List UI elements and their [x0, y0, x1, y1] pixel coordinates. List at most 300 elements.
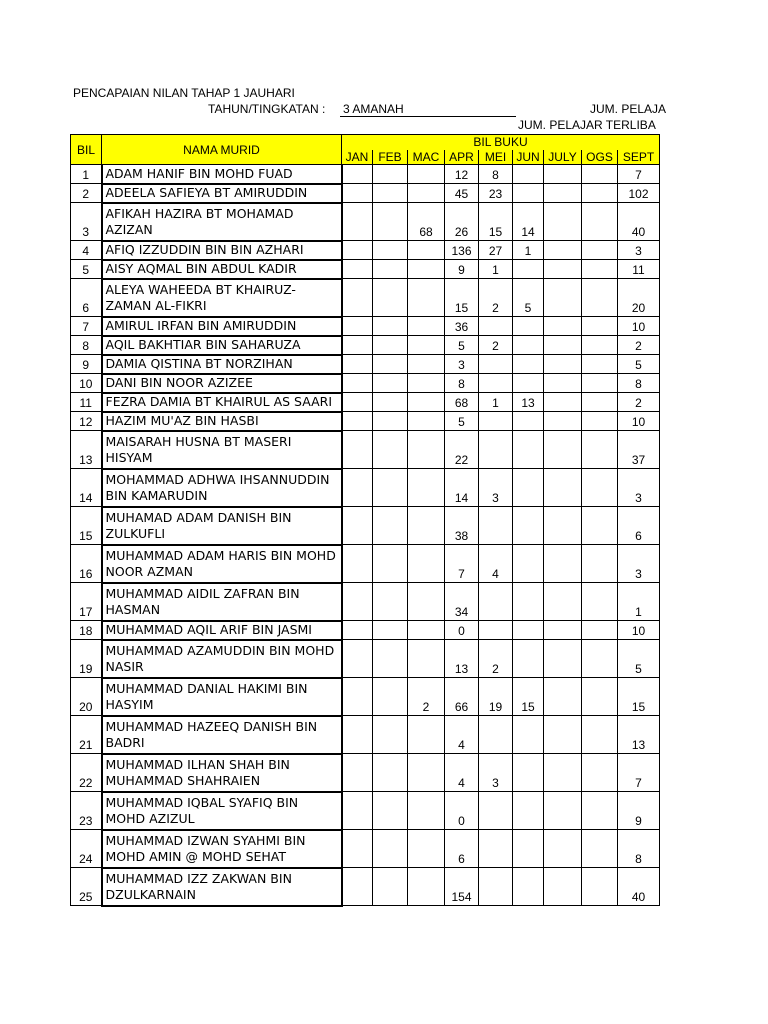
cell-mei: [479, 355, 513, 374]
header-month-july: JULY: [544, 150, 582, 165]
cell-jun: [513, 754, 544, 792]
jum-pelajar-label: JUM. PELAJA: [590, 102, 667, 116]
cell-jun: [513, 412, 544, 431]
cell-jan: [342, 507, 373, 545]
cell-mac: [408, 317, 445, 336]
cell-feb: [373, 165, 408, 184]
header-bil-buku: BIL BUKU: [342, 135, 660, 150]
cell-ogs: [582, 716, 618, 754]
cell-jan: [342, 621, 373, 640]
cell-apr: 9: [445, 260, 479, 279]
cell-july: [544, 868, 582, 906]
header-month-mei: MEI: [479, 150, 513, 165]
cell-jan: [342, 716, 373, 754]
cell-mac: [408, 868, 445, 906]
cell-mac: [408, 621, 445, 640]
cell-july: [544, 317, 582, 336]
cell-jan: [342, 241, 373, 260]
cell-mei: 27: [479, 241, 513, 260]
cell-bil: 12: [71, 412, 102, 431]
cell-apr: 68: [445, 393, 479, 412]
header-month-feb: FEB: [373, 150, 408, 165]
cell-july: [544, 431, 582, 469]
cell-nama-murid: AQIL BAKHTIAR BIN SAHARUZA: [102, 336, 342, 355]
cell-nama-murid: MUHAMMAD AQIL ARIF BIN JASMI: [102, 621, 342, 640]
cell-mac: [408, 393, 445, 412]
header-month-jan: JAN: [342, 150, 373, 165]
cell-nama-murid: MUHAMMAD AZAMUDDIN BIN MOHD NASIR: [102, 640, 342, 678]
cell-apr: 12: [445, 165, 479, 184]
cell-ogs: [582, 412, 618, 431]
cell-mei: [479, 830, 513, 868]
cell-mac: [408, 792, 445, 830]
header-month-mac: MAC: [408, 150, 445, 165]
cell-nama-murid: MUHAMMAD IZZ ZAKWAN BIN DZULKARNAIN: [102, 868, 342, 906]
cell-nama-murid: MUHAMMAD ADAM HARIS BIN MOHD NOOR AZMAN: [102, 545, 342, 583]
cell-nama-murid: MUHAMMAD HAZEEQ DANISH BIN BADRI: [102, 716, 342, 754]
cell-july: [544, 393, 582, 412]
cell-apr: 3: [445, 355, 479, 374]
header-month-ogs: OGS: [582, 150, 618, 165]
cell-feb: [373, 393, 408, 412]
cell-jan: [342, 336, 373, 355]
cell-sept: 102: [618, 184, 660, 203]
cell-ogs: [582, 545, 618, 583]
cell-jan: [342, 203, 373, 241]
cell-july: [544, 469, 582, 507]
cell-feb: [373, 754, 408, 792]
cell-feb: [373, 716, 408, 754]
cell-july: [544, 830, 582, 868]
cell-sept: 8: [618, 374, 660, 393]
cell-mei: [479, 507, 513, 545]
cell-apr: 8: [445, 374, 479, 393]
cell-sept: 13: [618, 716, 660, 754]
table-row: [71, 184, 660, 203]
table-row: [71, 431, 660, 469]
cell-apr: 4: [445, 754, 479, 792]
cell-mei: 3: [479, 754, 513, 792]
cell-apr: 38: [445, 507, 479, 545]
cell-bil: 8: [71, 336, 102, 355]
cell-mei: [479, 716, 513, 754]
cell-mac: 2: [408, 678, 445, 716]
cell-jun: [513, 792, 544, 830]
cell-jun: [513, 621, 544, 640]
cell-july: [544, 260, 582, 279]
table-row: [71, 336, 660, 355]
table-row: [71, 507, 660, 545]
cell-bil: 5: [71, 260, 102, 279]
cell-ogs: [582, 469, 618, 507]
cell-mei: [479, 317, 513, 336]
cell-apr: 154: [445, 868, 479, 906]
table-row: [71, 317, 660, 336]
table-row: [71, 393, 660, 412]
cell-bil: 18: [71, 621, 102, 640]
cell-jun: [513, 583, 544, 621]
table-row: [71, 279, 660, 317]
cell-sept: 15: [618, 678, 660, 716]
cell-mei: [479, 583, 513, 621]
cell-jun: [513, 431, 544, 469]
cell-mac: [408, 279, 445, 317]
header-nama-murid: NAMA MURID: [102, 135, 342, 165]
cell-feb: [373, 355, 408, 374]
cell-sept: 20: [618, 279, 660, 317]
cell-apr: 66: [445, 678, 479, 716]
table-row: [71, 241, 660, 260]
cell-jun: [513, 336, 544, 355]
cell-jan: [342, 374, 373, 393]
cell-jun: 1: [513, 241, 544, 260]
table-row: [71, 412, 660, 431]
cell-sept: 2: [618, 393, 660, 412]
cell-sept: 5: [618, 640, 660, 678]
cell-ogs: [582, 355, 618, 374]
cell-jun: [513, 355, 544, 374]
cell-bil: 1: [71, 165, 102, 184]
cell-feb: [373, 507, 408, 545]
cell-jan: [342, 279, 373, 317]
cell-mei: 15: [479, 203, 513, 241]
cell-ogs: [582, 830, 618, 868]
cell-nama-murid: ADAM HANIF BIN MOHD FUAD: [102, 165, 342, 184]
tahun-tingkatan-value: 3 AMANAH: [343, 102, 404, 116]
cell-mei: [479, 431, 513, 469]
cell-apr: 45: [445, 184, 479, 203]
cell-mei: 2: [479, 336, 513, 355]
cell-ogs: [582, 621, 618, 640]
cell-july: [544, 203, 582, 241]
cell-jun: [513, 469, 544, 507]
cell-feb: [373, 583, 408, 621]
cell-sept: 10: [618, 317, 660, 336]
cell-feb: [373, 621, 408, 640]
cell-nama-murid: AFIQ IZZUDDIN BIN BIN AZHARI: [102, 241, 342, 260]
pencapaian-table: [70, 134, 660, 907]
cell-sept: 11: [618, 260, 660, 279]
cell-jun: 14: [513, 203, 544, 241]
cell-bil: 4: [71, 241, 102, 260]
cell-july: [544, 507, 582, 545]
cell-ogs: [582, 241, 618, 260]
cell-jun: [513, 868, 544, 906]
cell-ogs: [582, 203, 618, 241]
cell-bil: 10: [71, 374, 102, 393]
cell-bil: 20: [71, 678, 102, 716]
cell-feb: [373, 336, 408, 355]
cell-bil: 22: [71, 754, 102, 792]
cell-jun: [513, 507, 544, 545]
cell-feb: [373, 830, 408, 868]
cell-feb: [373, 374, 408, 393]
cell-ogs: [582, 336, 618, 355]
cell-jan: [342, 754, 373, 792]
cell-mac: [408, 507, 445, 545]
cell-july: [544, 355, 582, 374]
cell-nama-murid: MUHAMMAD AIDIL ZAFRAN BIN HASMAN: [102, 583, 342, 621]
cell-apr: 36: [445, 317, 479, 336]
cell-ogs: [582, 431, 618, 469]
cell-nama-murid: HAZIM MU'AZ BIN HASBI: [102, 412, 342, 431]
cell-feb: [373, 279, 408, 317]
cell-bil: 13: [71, 431, 102, 469]
tahun-tingkatan-label: TAHUN/TINGKATAN :: [208, 102, 326, 116]
cell-mac: [408, 469, 445, 507]
cell-jun: [513, 184, 544, 203]
cell-apr: 14: [445, 469, 479, 507]
cell-sept: 7: [618, 165, 660, 184]
cell-mei: 2: [479, 640, 513, 678]
table-row: [71, 640, 660, 678]
table-row: [71, 583, 660, 621]
table-row: [71, 260, 660, 279]
cell-mac: [408, 374, 445, 393]
cell-bil: 7: [71, 317, 102, 336]
cell-jan: [342, 393, 373, 412]
table-row: [71, 678, 660, 716]
cell-jan: [342, 545, 373, 583]
cell-apr: 13: [445, 640, 479, 678]
cell-sept: 3: [618, 545, 660, 583]
cell-mei: 19: [479, 678, 513, 716]
cell-feb: [373, 317, 408, 336]
cell-jun: [513, 260, 544, 279]
cell-bil: 6: [71, 279, 102, 317]
cell-mei: 8: [479, 165, 513, 184]
cell-july: [544, 583, 582, 621]
cell-sept: 5: [618, 355, 660, 374]
cell-jan: [342, 260, 373, 279]
cell-bil: 9: [71, 355, 102, 374]
cell-ogs: [582, 678, 618, 716]
cell-apr: 5: [445, 336, 479, 355]
cell-jan: [342, 469, 373, 507]
cell-feb: [373, 241, 408, 260]
cell-sept: 10: [618, 621, 660, 640]
header-month-apr: APR: [445, 150, 479, 165]
cell-nama-murid: AISY AQMAL BIN ABDUL KADIR: [102, 260, 342, 279]
cell-apr: 0: [445, 621, 479, 640]
cell-jan: [342, 678, 373, 716]
table-row: [71, 754, 660, 792]
cell-mei: 1: [479, 393, 513, 412]
cell-nama-murid: MAISARAH HUSNA BT MASERI HISYAM: [102, 431, 342, 469]
cell-mac: [408, 241, 445, 260]
table-row: [71, 355, 660, 374]
cell-jun: [513, 545, 544, 583]
cell-apr: 4: [445, 716, 479, 754]
cell-mei: 2: [479, 279, 513, 317]
cell-ogs: [582, 393, 618, 412]
cell-nama-murid: MOHAMMAD ADHWA IHSANNUDDIN BIN KAMARUDIN: [102, 469, 342, 507]
cell-july: [544, 754, 582, 792]
cell-jun: 5: [513, 279, 544, 317]
cell-mac: [408, 412, 445, 431]
cell-apr: 7: [445, 545, 479, 583]
cell-jun: [513, 640, 544, 678]
cell-mac: [408, 184, 445, 203]
cell-nama-murid: AMIRUL IRFAN BIN AMIRUDDIN: [102, 317, 342, 336]
cell-nama-murid: MUHAMMAD ILHAN SHAH BIN MUHAMMAD SHAHRAIEN: [102, 754, 342, 792]
table-row: [71, 830, 660, 868]
cell-july: [544, 621, 582, 640]
cell-july: [544, 678, 582, 716]
cell-bil: 17: [71, 583, 102, 621]
cell-bil: 19: [71, 640, 102, 678]
cell-jan: [342, 317, 373, 336]
cell-jan: [342, 583, 373, 621]
cell-ogs: [582, 640, 618, 678]
cell-feb: [373, 792, 408, 830]
cell-apr: 15: [445, 279, 479, 317]
cell-july: [544, 374, 582, 393]
cell-ogs: [582, 374, 618, 393]
table-row: [71, 716, 660, 754]
cell-mei: [479, 412, 513, 431]
cell-mei: 1: [479, 260, 513, 279]
cell-sept: 37: [618, 431, 660, 469]
cell-jan: [342, 868, 373, 906]
cell-mac: [408, 431, 445, 469]
cell-feb: [373, 431, 408, 469]
cell-ogs: [582, 165, 618, 184]
jum-pelajar-terlibat-label: JUM. PELAJAR TERLIBA: [518, 118, 656, 132]
cell-feb: [373, 184, 408, 203]
cell-mei: [479, 868, 513, 906]
cell-jan: [342, 640, 373, 678]
cell-bil: 23: [71, 792, 102, 830]
cell-ogs: [582, 184, 618, 203]
cell-july: [544, 545, 582, 583]
cell-jan: [342, 412, 373, 431]
cell-mei: 3: [479, 469, 513, 507]
cell-nama-murid: AFIKAH HAZIRA BT MOHAMAD AZIZAN: [102, 203, 342, 241]
cell-mei: [479, 374, 513, 393]
cell-sept: 8: [618, 830, 660, 868]
cell-july: [544, 412, 582, 431]
table-row: [71, 792, 660, 830]
cell-jun: [513, 165, 544, 184]
cell-feb: [373, 640, 408, 678]
cell-mac: [408, 165, 445, 184]
cell-ogs: [582, 754, 618, 792]
table-row: [71, 203, 660, 241]
cell-july: [544, 184, 582, 203]
cell-july: [544, 716, 582, 754]
cell-mac: [408, 716, 445, 754]
cell-jan: [342, 184, 373, 203]
cell-jan: [342, 165, 373, 184]
cell-mac: [408, 260, 445, 279]
cell-mac: 68: [408, 203, 445, 241]
cell-jan: [342, 431, 373, 469]
tahun-underline: [340, 116, 516, 117]
cell-july: [544, 241, 582, 260]
cell-sept: 7: [618, 754, 660, 792]
cell-feb: [373, 868, 408, 906]
cell-july: [544, 165, 582, 184]
cell-feb: [373, 203, 408, 241]
cell-apr: 136: [445, 241, 479, 260]
cell-sept: 10: [618, 412, 660, 431]
cell-mac: [408, 830, 445, 868]
cell-ogs: [582, 260, 618, 279]
cell-ogs: [582, 279, 618, 317]
table-row: [71, 165, 660, 184]
cell-mac: [408, 545, 445, 583]
cell-ogs: [582, 507, 618, 545]
cell-nama-murid: DANI BIN NOOR AZIZEE: [102, 374, 342, 393]
cell-july: [544, 279, 582, 317]
cell-mei: 4: [479, 545, 513, 583]
cell-sept: 2: [618, 336, 660, 355]
cell-feb: [373, 545, 408, 583]
cell-apr: 5: [445, 412, 479, 431]
table-row: [71, 868, 660, 906]
cell-apr: 34: [445, 583, 479, 621]
cell-bil: 11: [71, 393, 102, 412]
table-row: [71, 621, 660, 640]
cell-july: [544, 336, 582, 355]
cell-feb: [373, 412, 408, 431]
cell-mac: [408, 583, 445, 621]
cell-sept: 40: [618, 868, 660, 906]
cell-jun: [513, 830, 544, 868]
sheet-title: PENCAPAIAN NILAN TAHAP 1 JAUHARI: [73, 86, 295, 100]
cell-bil: 3: [71, 203, 102, 241]
cell-bil: 25: [71, 868, 102, 906]
cell-jun: [513, 317, 544, 336]
cell-jun: 15: [513, 678, 544, 716]
cell-feb: [373, 678, 408, 716]
cell-jan: [342, 792, 373, 830]
cell-mac: [408, 754, 445, 792]
cell-ogs: [582, 792, 618, 830]
cell-bil: 21: [71, 716, 102, 754]
cell-nama-murid: MUHAMAD ADAM DANISH BIN ZULKUFLI: [102, 507, 342, 545]
cell-jan: [342, 355, 373, 374]
table-row: [71, 374, 660, 393]
cell-jun: [513, 716, 544, 754]
cell-mac: [408, 640, 445, 678]
cell-july: [544, 640, 582, 678]
cell-apr: 0: [445, 792, 479, 830]
cell-nama-murid: MUHAMMAD IZWAN SYAHMI BIN MOHD AMIN @ MOHD SEHAT: [102, 830, 342, 868]
cell-mei: 23: [479, 184, 513, 203]
header-month-jun: JUN: [513, 150, 544, 165]
cell-apr: 6: [445, 830, 479, 868]
cell-sept: 9: [618, 792, 660, 830]
cell-bil: 24: [71, 830, 102, 868]
cell-nama-murid: ADEELA SAFIEYA BT AMIRUDDIN: [102, 184, 342, 203]
cell-sept: 3: [618, 469, 660, 507]
header-bil: BIL: [71, 135, 102, 165]
cell-july: [544, 792, 582, 830]
cell-mei: [479, 621, 513, 640]
cell-sept: 3: [618, 241, 660, 260]
cell-jun: [513, 374, 544, 393]
cell-apr: 26: [445, 203, 479, 241]
cell-nama-murid: MUHAMMAD DANIAL HAKIMI BIN HASYIM: [102, 678, 342, 716]
cell-feb: [373, 260, 408, 279]
cell-mac: [408, 336, 445, 355]
cell-nama-murid: ALEYA WAHEEDA BT KHAIRUZ-ZAMAN AL-FIKRI: [102, 279, 342, 317]
cell-ogs: [582, 583, 618, 621]
table-row: [71, 469, 660, 507]
cell-bil: 2: [71, 184, 102, 203]
